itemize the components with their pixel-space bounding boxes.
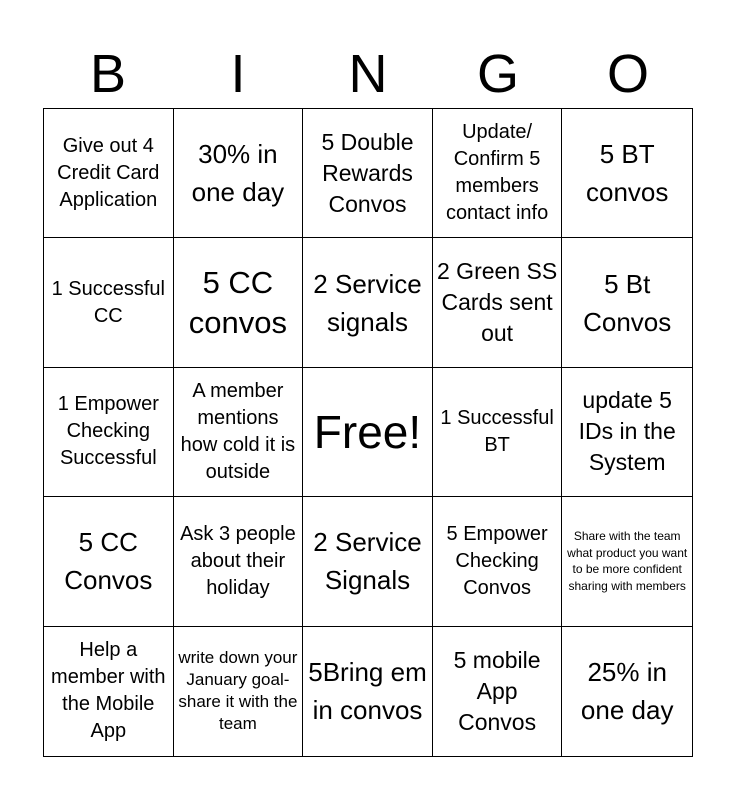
- bingo-board: [43, 108, 693, 757]
- cell-text: 2 Service Signals: [313, 527, 422, 596]
- bingo-cell-r2c5[interactable]: [562, 238, 692, 367]
- cell-text: 2 Green SS Cards sent out: [437, 258, 558, 347]
- bingo-cell-r1c1[interactable]: [44, 109, 174, 238]
- bingo-cell-r2c1[interactable]: [44, 238, 174, 367]
- bingo-cell-r4c2[interactable]: [174, 497, 304, 626]
- bingo-cell-r4c3[interactable]: [303, 497, 433, 626]
- bingo-cell-r4c4[interactable]: [433, 497, 563, 626]
- header-letter-i: I: [230, 44, 246, 104]
- cell-text: Update/ Confirm 5 members contact info: [445, 121, 549, 225]
- bingo-cell-r5c5[interactable]: [562, 627, 692, 756]
- bingo-cell-r1c3[interactable]: [303, 109, 433, 238]
- bingo-header: [43, 40, 693, 108]
- bingo-cell-r5c3[interactable]: [303, 627, 433, 756]
- cell-text: 5 CC Convos: [64, 527, 153, 596]
- cell-text: Help a member with the Mobile App: [51, 639, 166, 743]
- cell-text: 5 BT convos: [586, 139, 669, 208]
- cell-text: 25% in one day: [580, 657, 674, 726]
- cell-text: Share with the team what product you want to be more confident sharing with members: [567, 529, 688, 593]
- bingo-cell-r5c2[interactable]: [174, 627, 304, 756]
- bingo-cell-r1c2[interactable]: [174, 109, 304, 238]
- bingo-cell-r1c4[interactable]: [433, 109, 563, 238]
- cell-text: 5 Double Rewards Convos: [321, 128, 414, 217]
- header-letter-b: B: [89, 44, 127, 104]
- cell-text: 5 mobile App Convos: [453, 646, 541, 735]
- cell-text: 30% in one day: [191, 139, 285, 208]
- bingo-cell-r2c2[interactable]: [174, 238, 304, 367]
- bingo-cell-r2c4[interactable]: [433, 238, 563, 367]
- cell-text: 2 Service signals: [313, 268, 422, 337]
- bingo-cell-r2c3[interactable]: [303, 238, 433, 367]
- cell-text: 1 Empower Checking Successful: [57, 393, 159, 470]
- bingo-cell-r3c3-free[interactable]: [303, 368, 433, 497]
- bingo-cell-r5c1[interactable]: [44, 627, 174, 756]
- bingo-cell-r3c5[interactable]: [562, 368, 692, 497]
- bingo-cell-r3c2[interactable]: [174, 368, 304, 497]
- header-letter-o: O: [606, 44, 649, 104]
- bingo-cell-r4c5[interactable]: [562, 497, 692, 626]
- cell-text: write down your January goal- share it with the team: [178, 648, 298, 734]
- cell-text: 5 Empower Checking Convos: [446, 522, 548, 599]
- cell-text: 5Bring em in convos: [308, 657, 427, 726]
- bingo-cell-r5c4[interactable]: [433, 627, 563, 756]
- bingo-cell-r4c1[interactable]: [44, 497, 174, 626]
- cell-text: Ask 3 people about their holiday: [180, 522, 296, 599]
- bingo-cell-r1c5[interactable]: [562, 109, 692, 238]
- cell-text: Give out 4 Credit Card Application: [57, 134, 160, 211]
- cell-text: 5 CC convos: [188, 264, 287, 340]
- bingo-cell-r3c4[interactable]: [433, 368, 563, 497]
- cell-text: A member mentions how cold it is outside: [180, 379, 296, 483]
- cell-text: 1 Successful CC: [51, 277, 165, 327]
- header-letter-g: G: [476, 44, 519, 104]
- free-space-label: Free!: [313, 405, 422, 458]
- cell-text: update 5 IDs in the System: [578, 387, 676, 476]
- bingo-cell-r3c1[interactable]: [44, 368, 174, 497]
- cell-text: 1 Successful BT: [440, 406, 554, 456]
- cell-text: 5 Bt Convos: [583, 268, 672, 337]
- header-letter-n: N: [348, 44, 388, 104]
